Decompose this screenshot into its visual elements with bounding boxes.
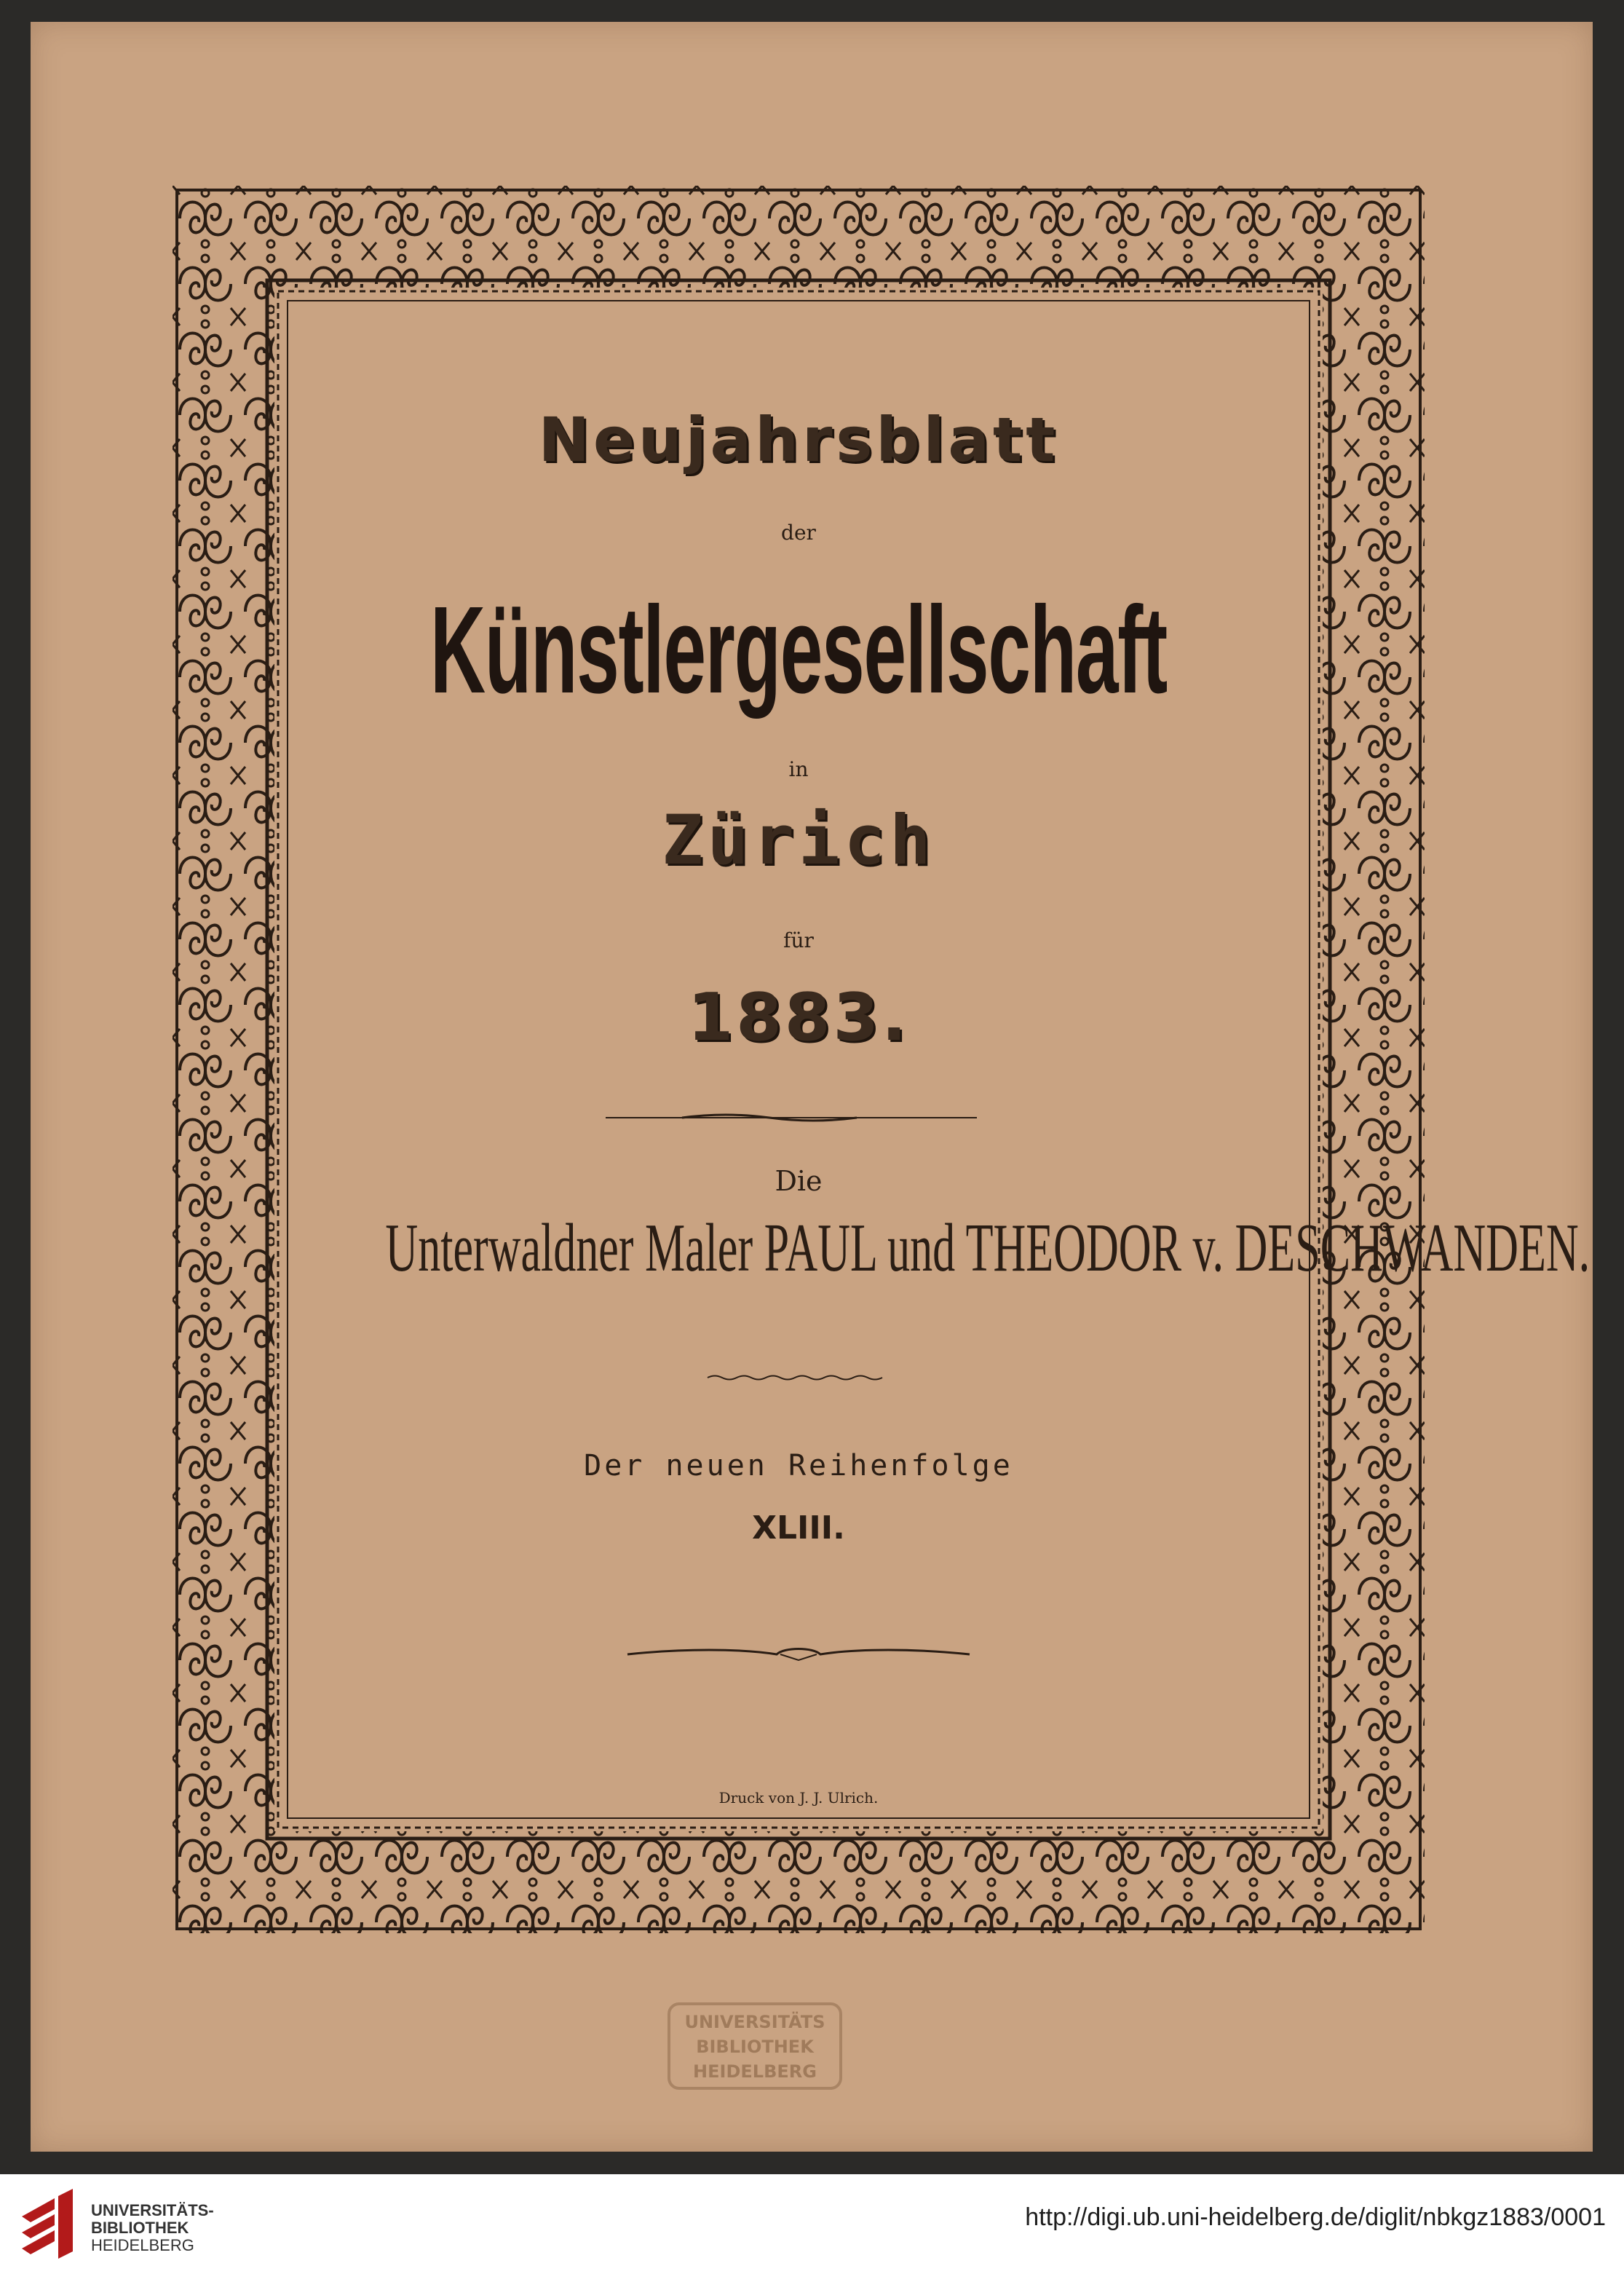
library-name-line1: UNIVERSITÄTS- (91, 2201, 214, 2219)
divider-rule-3 (173, 1646, 1425, 1663)
divider-rule-2 (173, 1373, 1425, 1383)
library-name-line3: HEIDELBERG (91, 2236, 194, 2254)
word-der: der (781, 521, 816, 545)
subtitle-die: Die (775, 1165, 823, 1197)
title-kuenstlergesellschaft: Künstlergesellschaft (430, 581, 1167, 719)
title-zuerich: Zürich (662, 801, 935, 880)
stamp-line: UNIVERSITÄTS (684, 2012, 825, 2032)
word-fuer: für (783, 928, 814, 952)
library-name (91, 2202, 214, 2254)
series-label: Der neuen Reihenfolge (584, 1449, 1013, 1482)
library-stamp (668, 2002, 842, 2090)
library-logo-icon (15, 2187, 80, 2267)
word-in: in (788, 757, 809, 781)
ornamental-frame (173, 186, 1591, 1933)
title-neujahrsblatt: Neujahrsblatt (538, 404, 1059, 475)
series-number: XLIII. (752, 1509, 845, 1547)
divider-rule-1 (173, 1110, 1425, 1125)
subtitle-painters: Unterwaldner Maler PAUL und THEODOR v. DESCHWANDEN. (385, 1210, 1591, 1286)
footer-bar (0, 2174, 1624, 2290)
year: 1883. (687, 979, 910, 1056)
printer-credit: Druck von J. J. Ulrich. (718, 1789, 879, 1807)
library-name-line2: BIBLIOTHEK (91, 2219, 189, 2237)
scanned-page (31, 22, 1593, 2152)
stamp-line: BIBLIOTHEK (696, 2037, 814, 2057)
permalink-url[interactable]: http://digi.ub.uni-heidelberg.de/diglit/nbkgz1883/0001 (1025, 2203, 1606, 2231)
stamp-line: HEIDELBERG (693, 2061, 817, 2082)
